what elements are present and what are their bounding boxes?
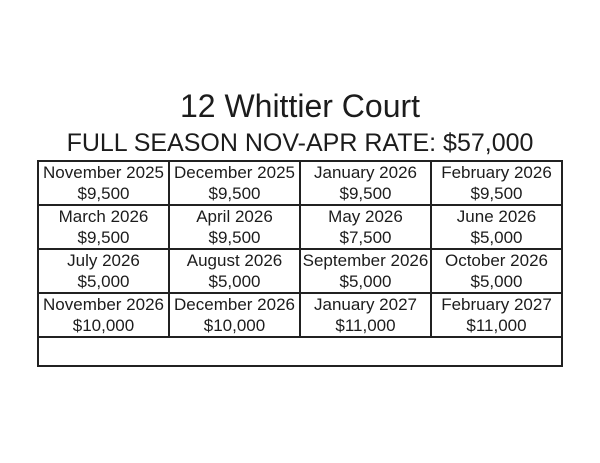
table-row: [38, 161, 562, 205]
rate-cell: [300, 161, 431, 205]
rate-cell: [300, 293, 431, 337]
rate-cell: [300, 249, 431, 293]
cell-rate: $9,500: [339, 184, 392, 203]
cell-month: August 2026: [186, 251, 283, 270]
cell-rate: $9,500: [208, 228, 261, 247]
cell-month: January 2026: [313, 163, 418, 182]
cell-month: November 2025: [43, 163, 164, 182]
cell-month: July 2026: [67, 251, 140, 270]
rate-cell: [431, 249, 562, 293]
page-subtitle: FULL SEASON NOV-APR RATE: $57,000: [66, 129, 534, 157]
page-title: 12 Whittier Court: [179, 88, 421, 124]
rate-cell: [38, 249, 169, 293]
rate-cell: [169, 293, 300, 337]
cell-rate: $9,500: [77, 184, 130, 203]
cell-month: February 2026: [441, 163, 552, 182]
rates-table: [37, 160, 563, 367]
table-row: [38, 205, 562, 249]
cell-month: April 2026: [196, 207, 273, 226]
cell-month: March 2026: [58, 207, 149, 226]
cell-rate: $9,500: [470, 184, 523, 203]
cell-rate: $9,500: [208, 184, 261, 203]
table-row: [38, 293, 562, 337]
cell-month: February 2027: [441, 295, 552, 314]
rate-cell: [169, 205, 300, 249]
rate-cell: [431, 205, 562, 249]
empty-row: [38, 337, 562, 366]
cell-rate: $7,500: [339, 228, 392, 247]
cell-month: November 2026: [43, 295, 164, 314]
cell-rate: $10,000: [203, 316, 266, 335]
table-row: [38, 249, 562, 293]
rate-cell: [38, 161, 169, 205]
rate-cell: [169, 161, 300, 205]
cell-rate: $11,000: [466, 316, 527, 335]
cell-month: June 2026: [456, 207, 537, 226]
cell-month: October 2026: [444, 251, 548, 270]
cell-month: December 2026: [174, 295, 295, 314]
rate-cell: [38, 205, 169, 249]
cell-rate: $5,000: [470, 272, 523, 291]
cell-month: January 2027: [313, 295, 418, 314]
rate-cell: [431, 293, 562, 337]
cell-rate: $5,000: [339, 272, 392, 291]
rate-cell: [38, 293, 169, 337]
cell-month: May 2026: [328, 207, 403, 226]
cell-rate: $5,000: [77, 272, 130, 291]
cell-rate: $9,500: [77, 228, 130, 247]
rate-cell: [431, 161, 562, 205]
cell-month: September 2026: [302, 251, 429, 270]
empty-cell: [38, 337, 562, 366]
rate-cell: [169, 249, 300, 293]
cell-rate: $11,000: [335, 316, 396, 335]
cell-month: December 2025: [174, 163, 295, 182]
cell-rate: $5,000: [470, 228, 523, 247]
cell-rate: $10,000: [72, 316, 135, 335]
rate-cell: [300, 205, 431, 249]
cell-rate: $5,000: [208, 272, 261, 291]
